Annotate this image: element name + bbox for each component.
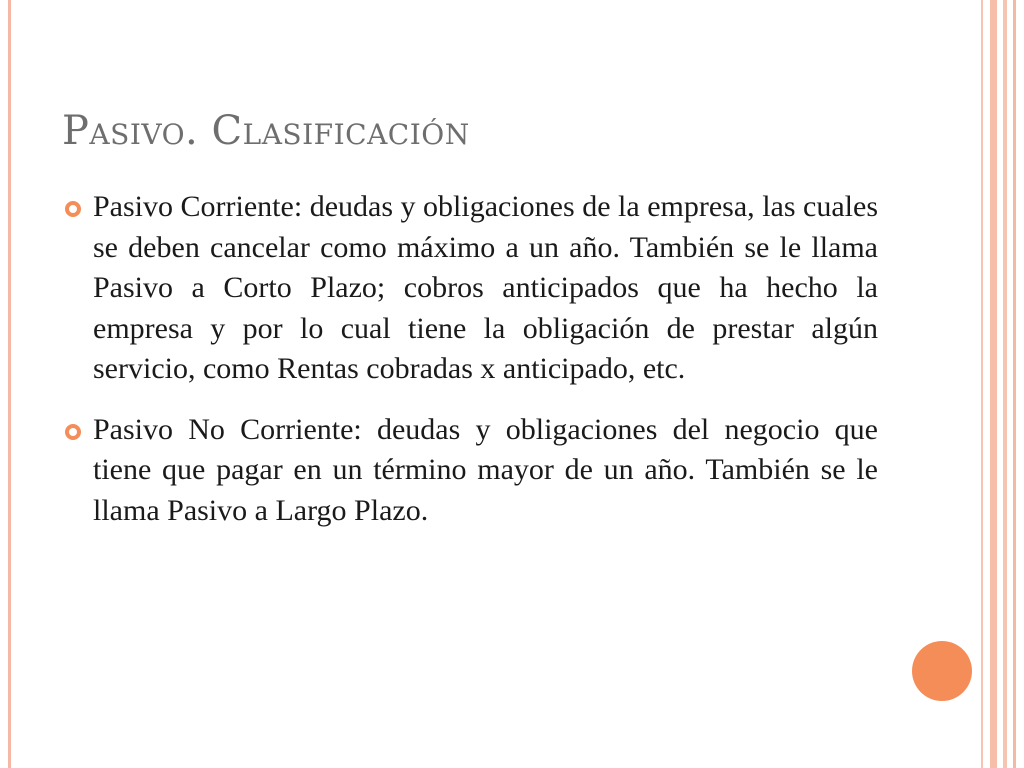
bullet-circle-icon — [65, 201, 81, 217]
right-border-line-1 — [981, 0, 983, 768]
decorative-circle-icon — [912, 641, 972, 701]
right-border-line-4 — [1013, 0, 1016, 768]
bullet-text: Pasivo Corriente: deudas y obligaciones de la empresa, las cuales se deben cancelar como máximo a un año. También se le llama Pasivo a Corto Plazo; cobros anticipados que ha hecho la empresa y por lo cual tiene la obligación de prestar algún servicio, como Rentas cobradas x anticipado, etc. — [93, 190, 878, 385]
slide-title: Pasivo. Clasificación — [62, 108, 470, 154]
bullet-text: Pasivo No Corriente: deudas y obligaciones del negocio que tiene que pagar en un término mayor de un año. También se le llama Pasivo a Largo Plazo. — [93, 412, 878, 527]
bullet-item-noncurrent-liabilities — [62, 410, 878, 532]
right-border-line-3 — [1003, 0, 1007, 768]
right-border-line-2 — [990, 0, 997, 768]
left-border-line — [8, 0, 11, 768]
bullet-list — [62, 187, 878, 551]
bullet-circle-icon — [65, 424, 81, 440]
bullet-item-current-liabilities — [62, 187, 878, 390]
